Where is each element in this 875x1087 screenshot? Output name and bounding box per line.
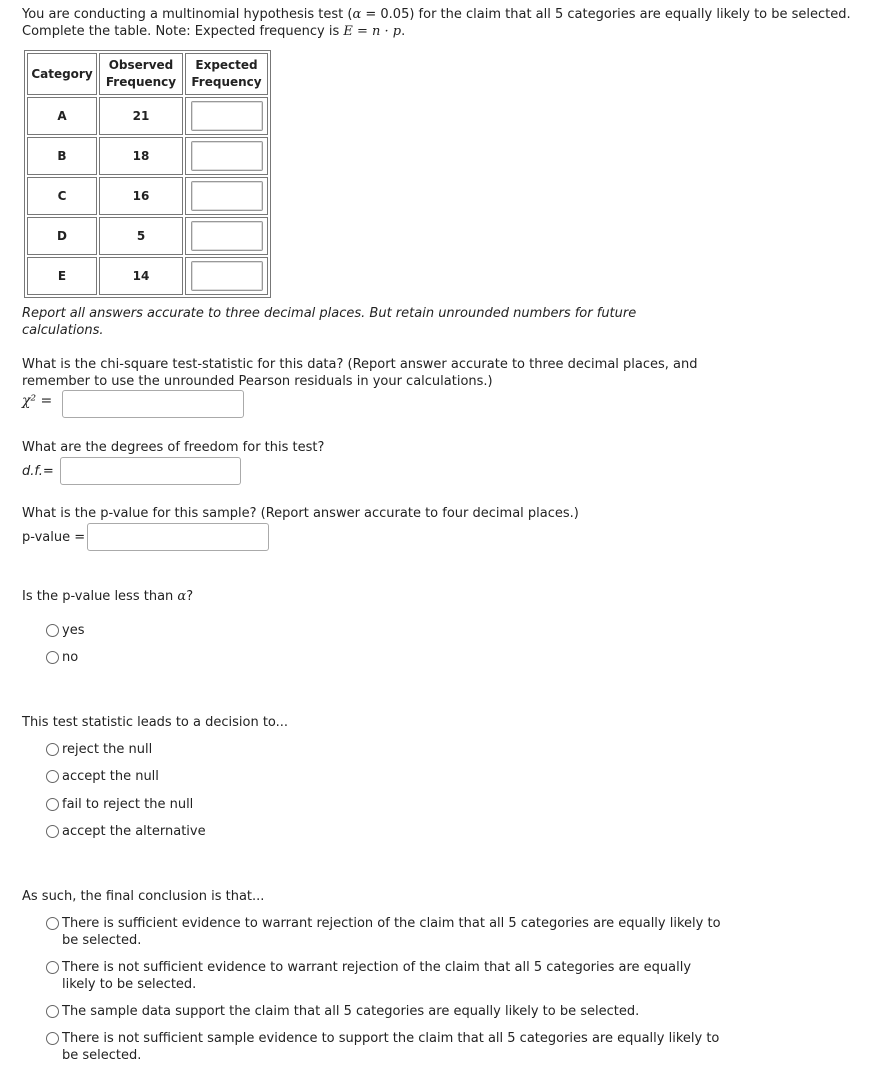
observed-cell: 14 [99, 257, 183, 295]
intro-text: You are conducting a multinomial hypothesis test (α = 0.05) for the claim that all 5 categories are equally likely to be selected. Complete the table. Note: Expected frequency is E = n · p. [22, 7, 851, 39]
radio-button[interactable] [46, 798, 59, 811]
expected-input-b[interactable] [191, 141, 263, 171]
radio-button[interactable] [46, 743, 59, 756]
table-row [27, 137, 268, 175]
header-expected: Expected Frequency [185, 53, 268, 95]
frequency-table [24, 50, 271, 298]
table-header-row [27, 53, 268, 95]
expected-formula: E = n · p [343, 24, 402, 39]
radio-button[interactable] [46, 917, 59, 930]
decision-option-fail-to-reject[interactable]: fail to reject the null [46, 796, 193, 813]
rounding-note: Report all answers accurate to three decimal places. But retain unrounded numbers for future calculations. [22, 306, 637, 338]
p-value-input[interactable] [87, 523, 269, 551]
chi-square-input[interactable] [62, 390, 244, 418]
expected-input-c[interactable] [191, 181, 263, 211]
decision-option-accept-null[interactable]: accept the null [46, 768, 159, 785]
decision-option-accept-alternative[interactable]: accept the alternative [46, 823, 206, 840]
radio-button[interactable] [46, 961, 59, 974]
radio-button[interactable] [46, 1032, 59, 1045]
option-yes[interactable]: yes [46, 622, 84, 639]
expected-cell [185, 177, 268, 215]
category-cell: C [27, 177, 97, 215]
conclusion-option-1[interactable]: There is sufficient evidence to warrant rejection of the claim that all 5 categories are equally likely to be selected. [46, 915, 722, 949]
header-observed: Observed Frequency [99, 53, 183, 95]
table-row [27, 97, 268, 135]
alpha-symbol: α [177, 589, 187, 604]
decision-question: This test statistic leads to a decision to... [22, 715, 289, 730]
conclusion-question: As such, the final conclusion is that... [22, 889, 265, 904]
p-value-label: p-value = [22, 530, 86, 545]
category-cell: A [27, 97, 97, 135]
radio-button[interactable] [46, 770, 59, 783]
df-label: d.f.= [22, 464, 54, 479]
category-cell: B [27, 137, 97, 175]
decision-option-reject[interactable]: reject the null [46, 741, 152, 758]
alpha-symbol: α [352, 7, 362, 22]
df-input[interactable] [60, 457, 241, 485]
table-row [27, 217, 268, 255]
expected-input-e[interactable] [191, 261, 263, 291]
observed-cell: 21 [99, 97, 183, 135]
expected-cell [185, 257, 268, 295]
chi-question: What is the chi-square test-statistic for this data? (Report answer accurate to three decimal places, and remember to use the unrounded Pearson residuals in your calculations.) [22, 357, 698, 389]
option-no[interactable]: no [46, 649, 78, 666]
radio-button[interactable] [46, 624, 59, 637]
expected-cell [185, 137, 268, 175]
less-than-question: Is the p-value less than α? [22, 589, 194, 604]
observed-cell: 18 [99, 137, 183, 175]
radio-button[interactable] [46, 1005, 59, 1018]
radio-button[interactable] [46, 651, 59, 664]
df-question: What are the degrees of freedom for this test? [22, 440, 325, 455]
table-row [27, 257, 268, 295]
conclusion-option-4[interactable]: There is not sufficient sample evidence to support the claim that all 5 categories are equally likely to be selected. [46, 1030, 722, 1064]
expected-cell [185, 97, 268, 135]
expected-input-a[interactable] [191, 101, 263, 131]
category-cell: D [27, 217, 97, 255]
header-category: Category [27, 53, 97, 95]
p-value-question: What is the p-value for this sample? (Report answer accurate to four decimal places.) [22, 506, 579, 521]
conclusion-option-2[interactable]: There is not sufficient evidence to warrant rejection of the claim that all 5 categories are equally likely to be selected. [46, 959, 722, 993]
expected-input-d[interactable] [191, 221, 263, 251]
observed-cell: 16 [99, 177, 183, 215]
category-cell: E [27, 257, 97, 295]
expected-cell [185, 217, 268, 255]
observed-cell: 5 [99, 217, 183, 255]
chi-label: χ² = [22, 393, 53, 409]
conclusion-option-3[interactable]: The sample data support the claim that all 5 categories are equally likely to be selected. [46, 1003, 722, 1020]
radio-button[interactable] [46, 825, 59, 838]
table-row [27, 177, 268, 215]
